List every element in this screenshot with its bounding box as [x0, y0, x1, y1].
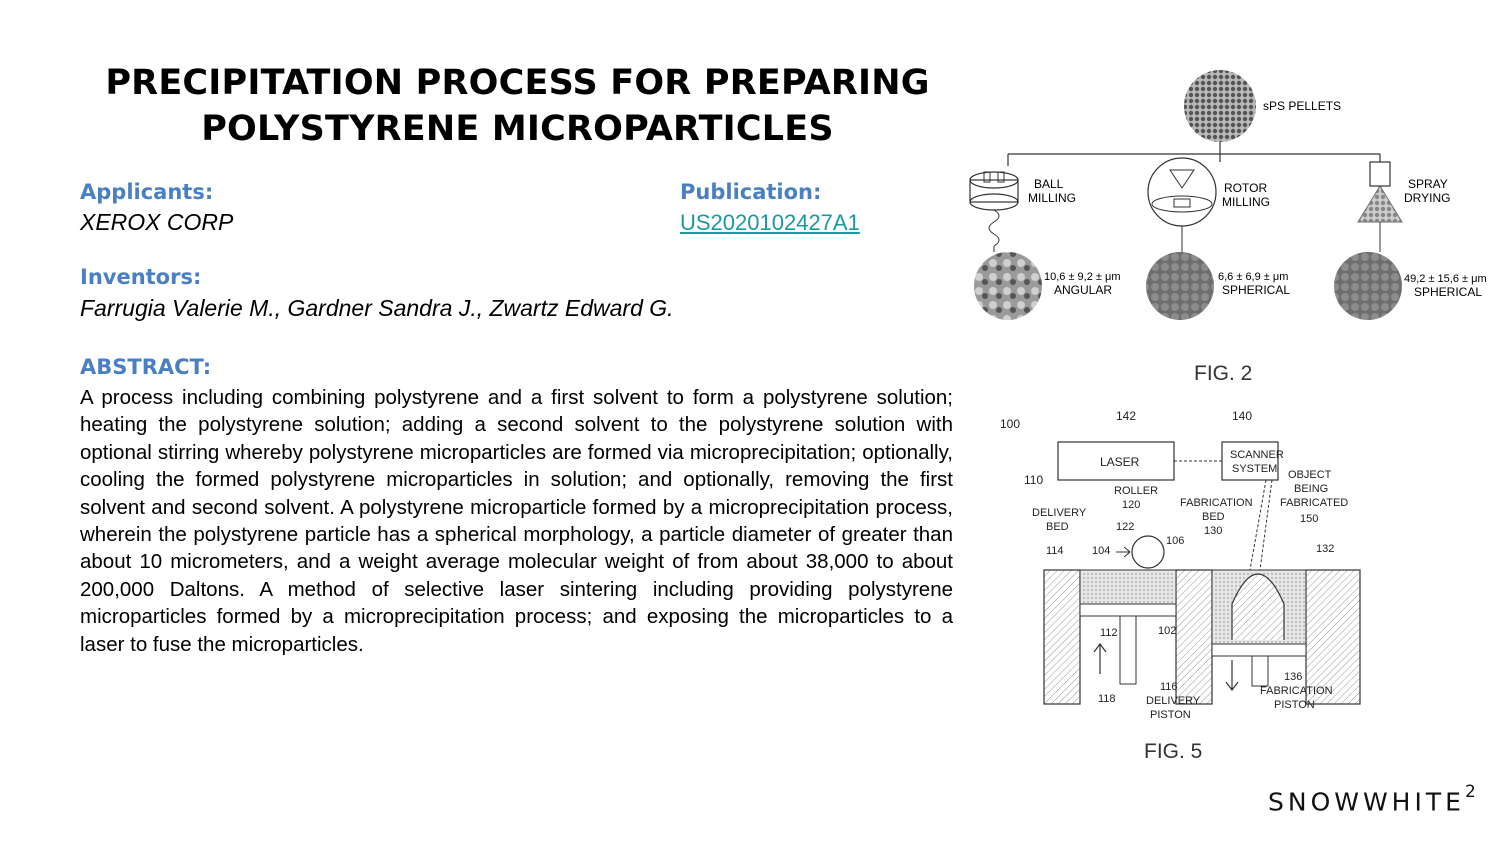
fig5-roller: ROLLER — [1114, 485, 1159, 497]
fig5-n142: 142 — [1116, 409, 1137, 423]
fig5-fab-piston-2: PISTON — [1274, 699, 1315, 711]
figure-5 — [990, 404, 1390, 770]
fig5-n106: 106 — [1166, 535, 1185, 547]
fig5-n150: 150 — [1300, 513, 1319, 525]
fig5-scanner-1: SCANNER — [1230, 449, 1284, 461]
fig5-fab-bed-1: FABRICATION — [1180, 497, 1253, 509]
fig2-ball-label-2: MILLING — [1028, 191, 1077, 205]
fig2-top-label: sPS PELLETS — [1263, 99, 1342, 113]
fig5-object-3: FABRICATED — [1280, 497, 1349, 509]
spray-drying-device — [1358, 162, 1402, 252]
title-line-2: POLYSTYRENE MICROPARTICLES — [201, 109, 834, 149]
fig5-scanner-2: SYSTEM — [1232, 463, 1278, 475]
angular-particles-image — [974, 252, 1042, 320]
rotor-milling-device — [1148, 158, 1216, 252]
fig5-delivery-bed-1: DELIVERY — [1032, 507, 1087, 519]
fig2-p1-size: 10,6 ± 9,2 ± μm — [1044, 271, 1121, 283]
fig5-n122: 122 — [1116, 521, 1135, 533]
fig5-n120: 120 — [1122, 499, 1141, 511]
fig2-spray-label-1: SPRAY — [1408, 177, 1448, 191]
sps-pellets-image — [1184, 70, 1256, 142]
fig5-delivery-bed-2: BED — [1046, 521, 1069, 533]
fabrication-platform — [1212, 644, 1306, 656]
fig2-p1-shape: ANGULAR — [1054, 283, 1113, 297]
roller-drum — [1132, 536, 1164, 568]
publication-link[interactable]: US2020102427A1 — [680, 210, 860, 235]
fig5-delivery-piston-2: PISTON — [1150, 709, 1191, 721]
fig5-n102: 102 — [1158, 625, 1177, 637]
delivery-platform — [1080, 604, 1176, 616]
fabrication-wall-right — [1306, 570, 1360, 704]
spherical-particles-image-1 — [1146, 252, 1214, 320]
inventors-value: Farrugia Valerie M., Gardner Sandra J., Zwartz Edward G. — [80, 295, 674, 321]
fig5-n130: 130 — [1204, 525, 1223, 537]
fig2-p3-shape: SPHERICAL — [1414, 285, 1483, 299]
fabrication-piston-rod — [1252, 656, 1268, 686]
fig5-n132: 132 — [1316, 543, 1335, 555]
delivery-wall-left — [1044, 570, 1080, 704]
fig5-n136: 136 — [1284, 671, 1303, 683]
fig5-n100: 100 — [1000, 417, 1021, 431]
fig5-object-1: OBJECT — [1288, 469, 1332, 481]
fig5-fab-piston-1: FABRICATION — [1260, 685, 1333, 697]
fig2-caption: FIG. 2 — [1194, 362, 1253, 385]
fig2-ball-label-1: BALL — [1034, 177, 1064, 191]
fig5-n110: 110 — [1024, 473, 1044, 487]
fig5-fab-bed-2: BED — [1202, 511, 1225, 523]
fig5-laser: LASER — [1100, 455, 1140, 469]
figure-2 — [960, 62, 1490, 392]
fig2-rotor-label-1: ROTOR — [1224, 181, 1268, 195]
delivery-piston-rod — [1120, 616, 1136, 684]
fig5-n104: 104 — [1092, 545, 1111, 557]
ball-milling-device — [970, 172, 1018, 246]
page-title — [80, 60, 955, 152]
spherical-particles-image-2 — [1334, 252, 1402, 320]
logo-text: SNOWWHITE — [1268, 787, 1465, 817]
title-line-1: PRECIPITATION PROCESS FOR PREPARING — [105, 63, 930, 103]
fig5-n112: 112 — [1100, 627, 1118, 639]
applicants-value: XEROX CORP — [80, 209, 234, 235]
fig5-object-2: BEING — [1294, 483, 1329, 495]
delivery-powder — [1080, 570, 1176, 604]
center-wall — [1176, 570, 1212, 704]
inventors-label: Inventors: — [80, 265, 202, 289]
fig5-delivery-piston-1: DELIVERY — [1146, 695, 1201, 707]
fig2-p2-size: 6,6 ± 6,9 ± μm — [1218, 271, 1289, 283]
logo-sup: 2 — [1464, 782, 1476, 802]
fig5-caption: FIG. 5 — [1144, 740, 1203, 763]
fig2-p2-shape: SPHERICAL — [1222, 283, 1291, 297]
snowwhite-logo — [1268, 782, 1476, 817]
fig5-n114: 114 — [1046, 545, 1064, 557]
fig5-n116: 116 — [1160, 681, 1178, 693]
fig2-p3-size: 49,2 ± 15,6 ± μm — [1404, 273, 1487, 285]
abstract-text: A process including combining polystyrene and a first solvent to form a polystyrene solution; heating the polystyrene solution; adding a second solvent to the polystyrene solution with optional stirring whereby polystyrene microparticles are formed via microprecipitation; optionally, cooling the formed polystyrene microparticles in solution; and optionally, removing the first solvent and second solvent. A polystyrene microparticle formed by a microprecipitation process, wherein the polystyrene particle has a spherical morphology, a particle diameter of greater than about 10 micrometers, and a weight average molecular weight of from about 38,000 to about 200,000 Daltons. A method of selective laser sintering including providing polystyrene microparticles formed by a microprecipitation process; and exposing the microparticles to a laser to fuse the microparticles. — [80, 386, 953, 656]
applicants-label: Applicants: — [80, 180, 214, 204]
publication-label: Publication: — [680, 180, 822, 204]
fig5-n140: 140 — [1232, 409, 1253, 423]
abstract-label: ABSTRACT: — [80, 355, 212, 379]
fig2-rotor-label-2: MILLING — [1222, 195, 1271, 209]
fig2-spray-label-2: DRYING — [1404, 191, 1451, 205]
fig5-n118: 118 — [1098, 693, 1116, 705]
